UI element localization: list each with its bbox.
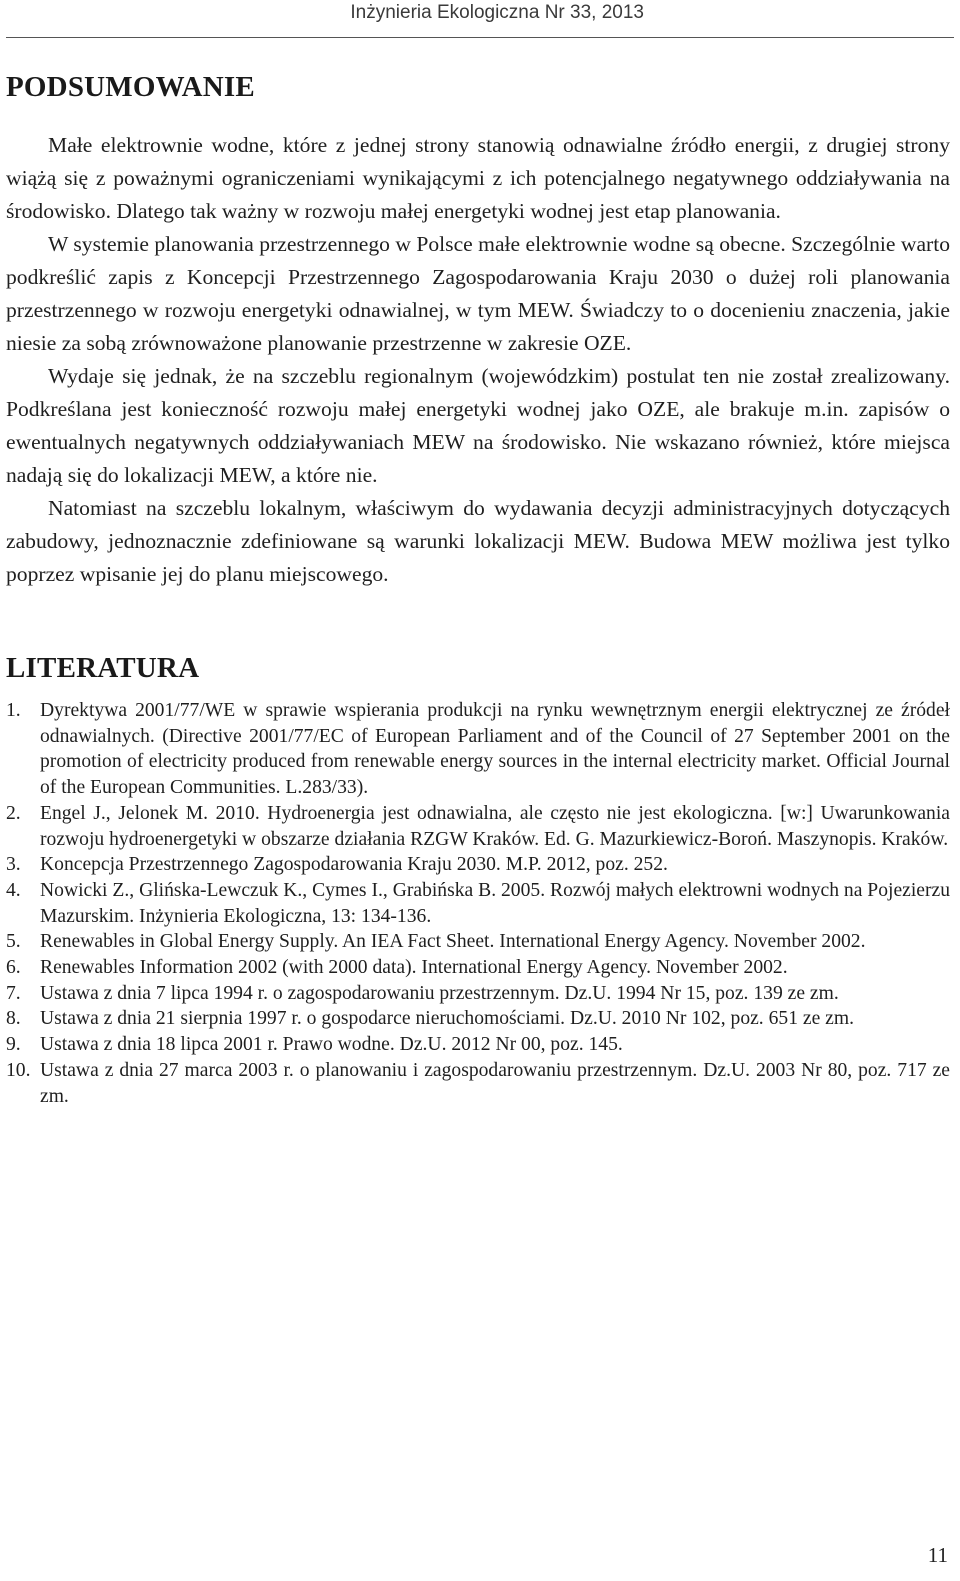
reference-number: 1.: [6, 700, 21, 721]
reference-number: 5.: [6, 931, 21, 953]
reference-item: [6, 1058, 950, 1109]
summary-paragraph-4: Natomiast na szczeblu lokalnym, właściwym do wydawania decyzji administracyjnych dotyczących zabudowy, jednoznacznie zdefiniowane są warunki lokalizacji MEW. Budowa MEW możliwa jest tylko poprzez wpisanie jej do planu miejscowego.: [6, 496, 950, 586]
reference-item: [6, 1006, 950, 1032]
reference-item: [6, 929, 950, 955]
reference-number: 10.: [6, 1059, 31, 1081]
reference-number: 8.: [6, 1008, 21, 1030]
header-rule: [6, 37, 954, 38]
reference-item: [6, 1032, 950, 1058]
summary-heading: PODSUMOWANIE: [6, 71, 255, 103]
reference-list: [6, 698, 950, 1109]
reference-text: Ustawa z dnia 21 sierpnia 1997 r. o gospodarce nieruchomościami. Dz.U. 2010 Nr 102, poz. 651 ze zm.: [40, 1008, 855, 1030]
reference-text: Ustawa z dnia 7 lipca 1994 r. o zagospodarowaniu przestrzennym. Dz.U. 1994 Nr 15, poz. 139 ze zm.: [40, 982, 839, 1004]
reference-number: 6.: [6, 957, 21, 979]
references-heading: LITERATURA: [6, 652, 200, 684]
reference-text: Renewables in Global Energy Supply. An IEA Fact Sheet. International Energy Agency. November 2002.: [40, 931, 866, 953]
page-number: 11: [927, 1543, 948, 1567]
reference-number: 7.: [6, 982, 21, 1004]
reference-item: [6, 955, 950, 981]
reference-number: 9.: [6, 1034, 21, 1056]
summary-paragraph-1: Małe elektrownie wodne, które z jednej strony stanowią odnawialne źródło energii, z drugiej strony wiążą się z poważnymi ograniczeniami wynikającymi z ich potencjalnego negatywnego oddziaływania na środowisko. Dlatego tak ważny w rozwoju małej energetyki wodnej jest etap planowania.: [6, 133, 950, 223]
reference-text: Nowicki Z., Glińska-Lewczuk K., Cymes I., Grabińska B. 2005. Rozwój małych elektrowni wodnych na Pojezierzu Mazurskim. Inżynieria Ekologiczna, 13: 134-136.: [40, 879, 950, 927]
summary-paragraph-2: W systemie planowania przestrzennego w Polsce małe elektrownie wodne są obecne. Szczególnie warto podkreślić zapis z Koncepcji Przestrzennego Zagospodarowania Kraju 2030 o dużej roli planowania przestrzennego w rozwoju energetyki odnawialnej, w tym MEW. Świadczy to o docenieniu znaczenia, jakie niesie za sobą zrównoważone planowanie przestrzenne w zakresie OZE.: [6, 232, 951, 355]
running-header: Inżynieria Ekologiczna Nr 33, 2013: [350, 2, 644, 23]
summary-paragraph-3: Wydaje się jednak, że na szczeblu regionalnym (wojewódzkim) postulat ten nie został zrealizowany. Podkreślana jest konieczność rozwoju małej energetyki wodnej jako OZE, ale brakuje m.in. zapisów o ewentualnych negatywnych oddziaływaniach MEW na środowisko. Nie wskazano również, które miejsca nadają się do lokalizacji MEW, a które nie.: [6, 364, 950, 487]
reference-text: Renewables Information 2002 (with 2000 data). International Energy Agency. November 2002.: [40, 957, 788, 979]
reference-text: Koncepcja Przestrzennego Zagospodarowania Kraju 2030. M.P. 2012, poz. 252.: [40, 854, 668, 876]
article-body: [6, 68, 950, 1109]
reference-item: [6, 878, 950, 929]
reference-number: 4.: [6, 879, 21, 901]
reference-item: [6, 981, 950, 1007]
reference-text: Dyrektywa 2001/77/WE w sprawie wspierania produkcji na rynku wewnętrznym energii elektrycznej ze źródeł odnawialnych. (Directive 2001/77/EC of European Parliament and of the Council of 27 September 2001 on the promotion of electricity produced from renewable energy sources in the internal electricity market. Official Journal of the European Communities. L.283/33).: [40, 700, 950, 799]
reference-text: Ustawa z dnia 27 marca 2003 r. o planowaniu i zagospodarowaniu przestrzennym. Dz.U. 2003 Nr 80, poz. 717 ze zm.: [40, 1059, 950, 1107]
reference-text: Engel J., Jelonek M. 2010. Hydroenergia jest odnawialna, ale często nie jest ekologiczna. [w:] Uwarunkowania rozwoju hydroenergetyki w obszarze działania RZGW Kraków. Ed. G. Mazurkiewicz-Boroń. Maszynopis. Kraków.: [40, 802, 950, 850]
reference-text: Ustawa z dnia 18 lipca 2001 r. Prawo wodne. Dz.U. 2012 Nr 00, poz. 145.: [40, 1034, 623, 1056]
reference-number: 2.: [6, 802, 21, 824]
reference-item: [6, 801, 950, 852]
reference-item: [6, 852, 950, 878]
reference-number: 3.: [6, 854, 21, 876]
reference-item: [6, 698, 950, 801]
